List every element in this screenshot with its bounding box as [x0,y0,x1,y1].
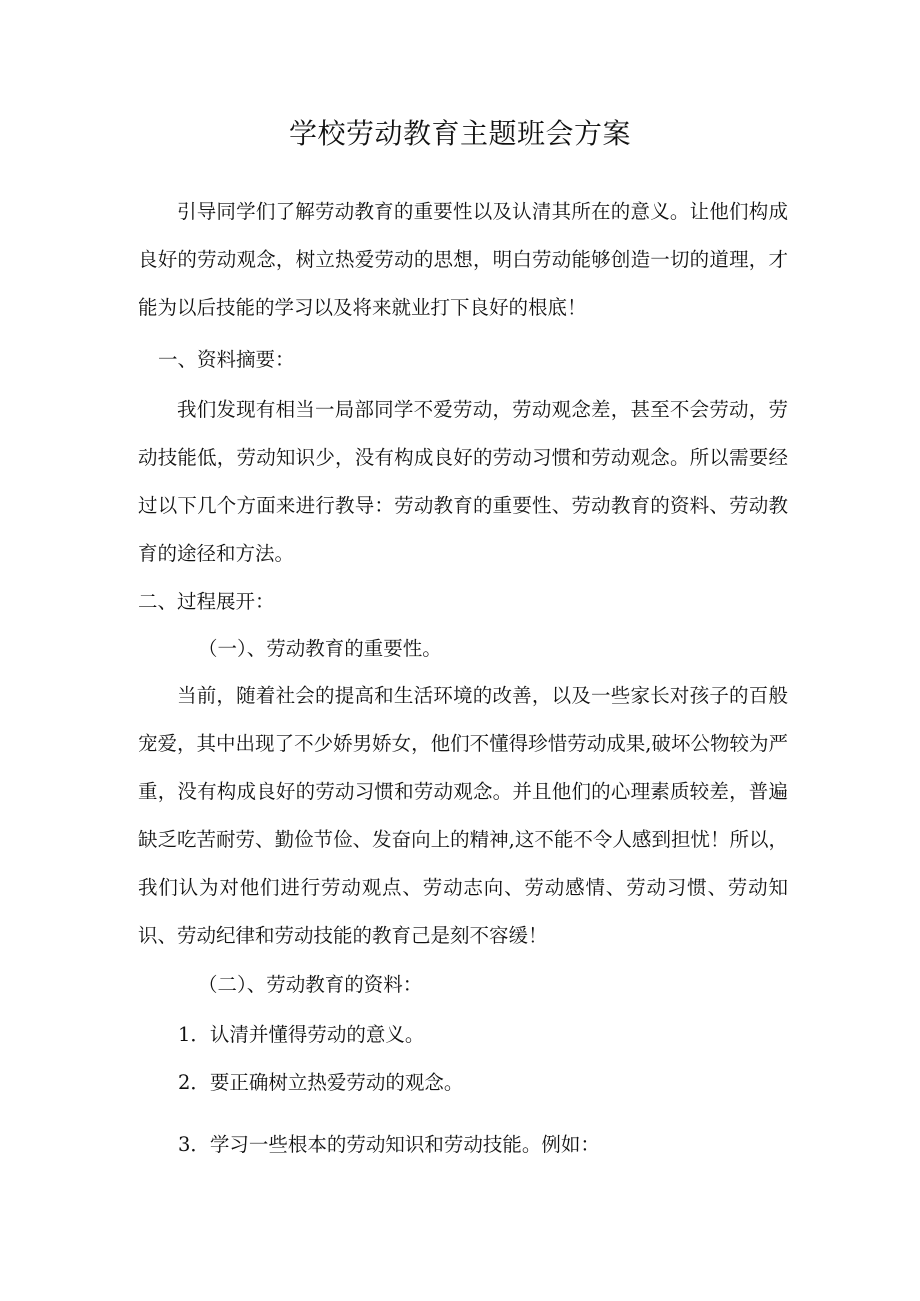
section-heading-summary: 一、资料摘要： [158,348,295,371]
summary-paragraph: 我们发现有相当一局部同学不爱劳动，劳动观念差，甚至不会劳动，劳动技能低，劳动知识少，没有构成良好的劳动习惯和劳动观念。所以需要经过以下几个方面来进行教导：劳动教育的重要性、劳动教育的资料、劳动教育的途径和方法。 [138,398,788,565]
list-item: 2．要正确树立热爱劳动的观念。 [178,1071,464,1094]
subsection-heading-importance: （一）、劳动教育的重要性。 [198,637,442,660]
intro-paragraph: 引导同学们了解劳动教育的重要性以及认清其所在的意义。让他们构成良好的劳动观念，树立热爱劳动的思想，明白劳动能够创造一切的道理，才能为以后技能的学习以及将来就业打下良好的根底！ [138,200,788,319]
subsection-heading-materials: （二）、劳动教育的资料： [198,973,423,996]
list-item: 1．认清并懂得劳动的意义。 [178,1023,425,1046]
section-heading-process: 二、过程展开： [138,590,275,613]
importance-paragraph: 当前，随着社会的提高和生活环境的改善，以及一些家长对孩子的百般宠爱，其中出现了不少娇男娇女，他们不懂得珍惜劳动成果,破坏公物较为严重，没有构成良好的劳动习惯和劳动观念。并且他们的心理素质较差，普遍缺乏吃苦耐劳、勤俭节俭、发奋向上的精神,这不能不令人感到担忧！所以，我们认为对他们进行劳动观点、劳动志向、劳动感情、劳动习惯、劳动知识、劳动纪律和劳动技能的教育己是刻不容缓！ [138,684,788,947]
list-item: 3．学习一些根本的劳动知识和劳动技能。例如： [178,1133,600,1156]
document-title: 学校劳动教育主题班会方案 [288,117,631,150]
